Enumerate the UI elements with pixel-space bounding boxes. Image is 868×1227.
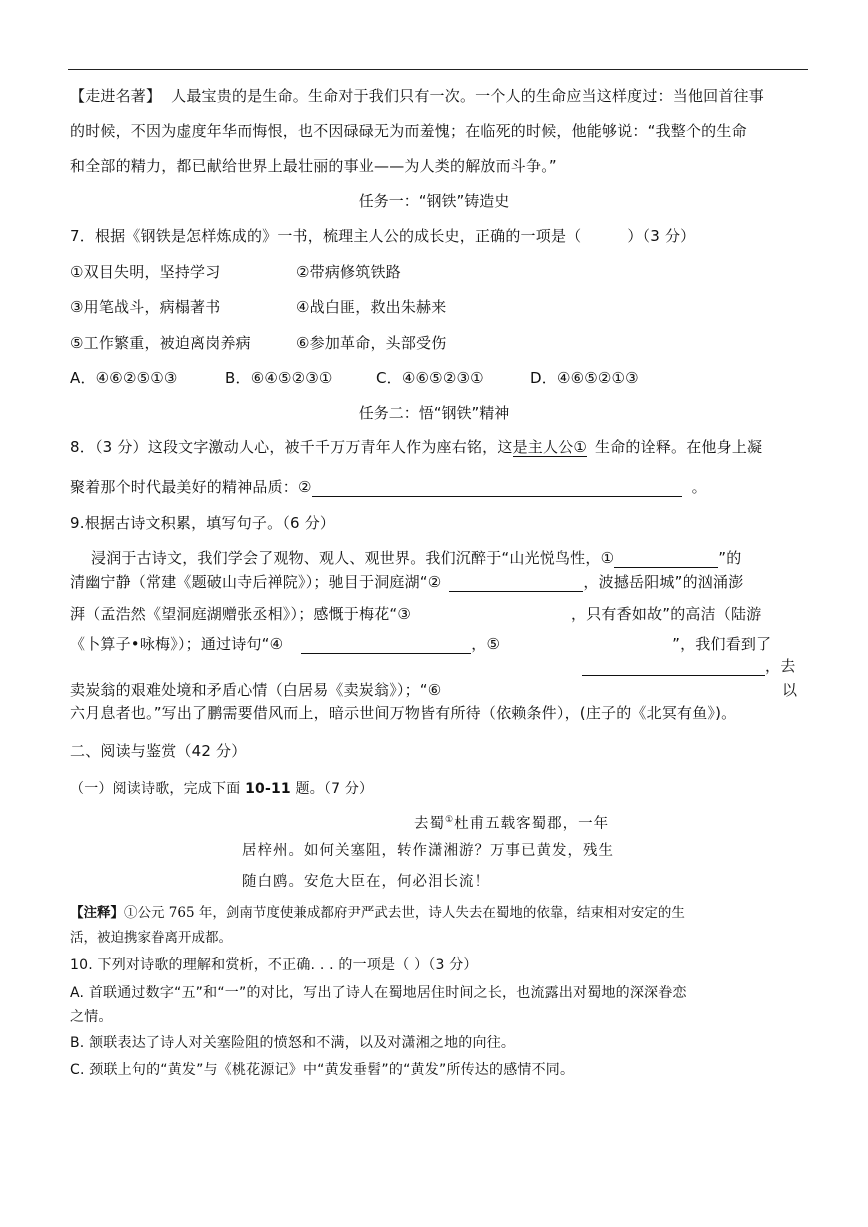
q9-line-6-end: 以 xyxy=(782,681,798,699)
poem-line-1: 去蜀①杜甫五载客蜀郡，一年 xyxy=(414,815,610,832)
intro-line-1: 【走进名著】 人最宝贵的是生命。生命对于我们只有一次。一个人的生命应当这样度过：当他回首往事 xyxy=(70,87,764,105)
q10-option-a-line-1: A. 首联通过数字“五”和“一”的对比，写出了诗人在蜀地居住时间之长，也流露出对蜀地的深深眷恋 xyxy=(70,985,687,1001)
q8-blank-2 xyxy=(312,480,682,497)
q9-line-1: 浸润于古诗文，我们学会了观物、观人、观世界。我们沉醉于“山光悦鸟性，① ”的 xyxy=(91,549,742,567)
q9-title: 9.根据古诗文积累，填写句子。（6 分） xyxy=(70,514,336,532)
intro-line-2: 的时候，不因为虚度年华而悔恨，也不因碌碌无为而羞愧；在临死的时候，他能够说：“我整个的生命 xyxy=(70,122,747,140)
q9-line-2: 清幽宁静（常建《题破山寺后禅院》）；驰目于洞庭湖“② ，波撼岳阳城”的汹涌澎 xyxy=(70,573,744,591)
task2-title: 任务二：悟“钢铁”精神 xyxy=(358,404,510,422)
q9-line-4: 《卜算子•咏梅》）；通过诗句“④ ，⑤ ”，我们看到了 xyxy=(70,635,772,653)
q7-option-a: A．④⑥②⑤①③ xyxy=(70,369,178,387)
annotation-line-1: 【注释】①公元 765 年，剑南节度使兼成都府尹严武去世，诗人失去在蜀地的依靠，结束相对安定的生 xyxy=(70,905,685,921)
q7-option-b: B．⑥④⑤②③① xyxy=(225,369,333,387)
q9-line-6: 卖炭翁的艰难处境和矛盾心情（白居易《卖炭翁》）；“⑥ xyxy=(70,681,442,699)
q7-items-row-1: ①双目失明，坚持学习 ②带病修筑铁路 xyxy=(70,263,401,281)
section2-subheading: （一）阅读诗歌，完成下面 10-11 题。（7 分） xyxy=(70,781,374,797)
q7-items-row-2: ③用笔战斗，病榻著书 ④战白匪，救出朱赫来 xyxy=(70,298,447,316)
task1-title: 任务一：“钢铁”铸造史 xyxy=(358,192,510,210)
q7-items-row-3: ⑤工作繁重，被迫离岗养病 ⑥参加革命，头部受伤 xyxy=(70,334,447,352)
q8-line-2: 聚着那个时代最美好的精神品质：② 。 xyxy=(70,478,707,496)
q9-blank-1 xyxy=(614,551,718,568)
q7-option-c: C．④⑥⑤②③① xyxy=(376,369,484,387)
q10-option-b: B. 颔联表达了诗人对关塞险阻的愤怒和不满，以及对潇湘之地的向往。 xyxy=(70,1035,516,1051)
q10-option-a-line-2: 之情。 xyxy=(70,1009,113,1025)
q7-option-d: D．④⑥⑤②①③ xyxy=(530,369,639,387)
section2-title: 二、阅读与鉴赏（42 分） xyxy=(70,742,247,760)
poem-line-2: 居梓州。如何关塞阻，转作潇湘游？万事已黄发，残生 xyxy=(242,843,614,859)
intro-tag: 【走进名著】 xyxy=(70,87,162,105)
q10-option-c: C. 颈联上句的“黄发”与《桃花源记》中“黄发垂髫”的“黄发”所传达的感情不同。 xyxy=(70,1062,575,1078)
q9-line-7: 六月息者也。”写出了鹏需要借风而上，暗示世间万物皆有所待（依赖条件），(庄子的《北冥有鱼》)。 xyxy=(70,704,737,722)
q9-blank-5 xyxy=(582,659,765,676)
intro-line-3: 和全部的精力，都已献给世界上最壮丽的事业——为人类的解放而斗争。” xyxy=(70,157,557,175)
q7-options xyxy=(70,368,639,388)
q9-line-5: ，去 xyxy=(582,656,795,676)
q8-line-1: 8．（3 分）这段文字激动人心，被千千万万青年人作为座右铭，这是主人公① 生命的诠释。在他身上凝 xyxy=(70,438,763,456)
annotation-line-2: 活，被迫携家眷离开成都。 xyxy=(70,930,232,946)
q9-blank-4 xyxy=(301,637,471,654)
q7-stem: 7．根据《钢铁是怎样炼成的》一书，梳理主人公的成长史，正确的一项是（ ）（3 分） xyxy=(70,227,696,245)
q9-line-3: 湃（孟浩然《望洞庭湖赠张丞相》）；感慨于梅花“③ ，只有香如故”的高洁（陆游 xyxy=(70,605,762,623)
q8-blank-1: 是主人公① xyxy=(512,438,588,456)
q9-blank-2 xyxy=(449,575,583,592)
header-rule xyxy=(68,69,808,70)
q10-stem: 10. 下列对诗歌的理解和赏析，不正确. . . 的一项是（ ）（3 分） xyxy=(70,957,478,973)
poem-line-3: 随白鸥。安危大臣在，何必泪长流！ xyxy=(242,874,490,890)
